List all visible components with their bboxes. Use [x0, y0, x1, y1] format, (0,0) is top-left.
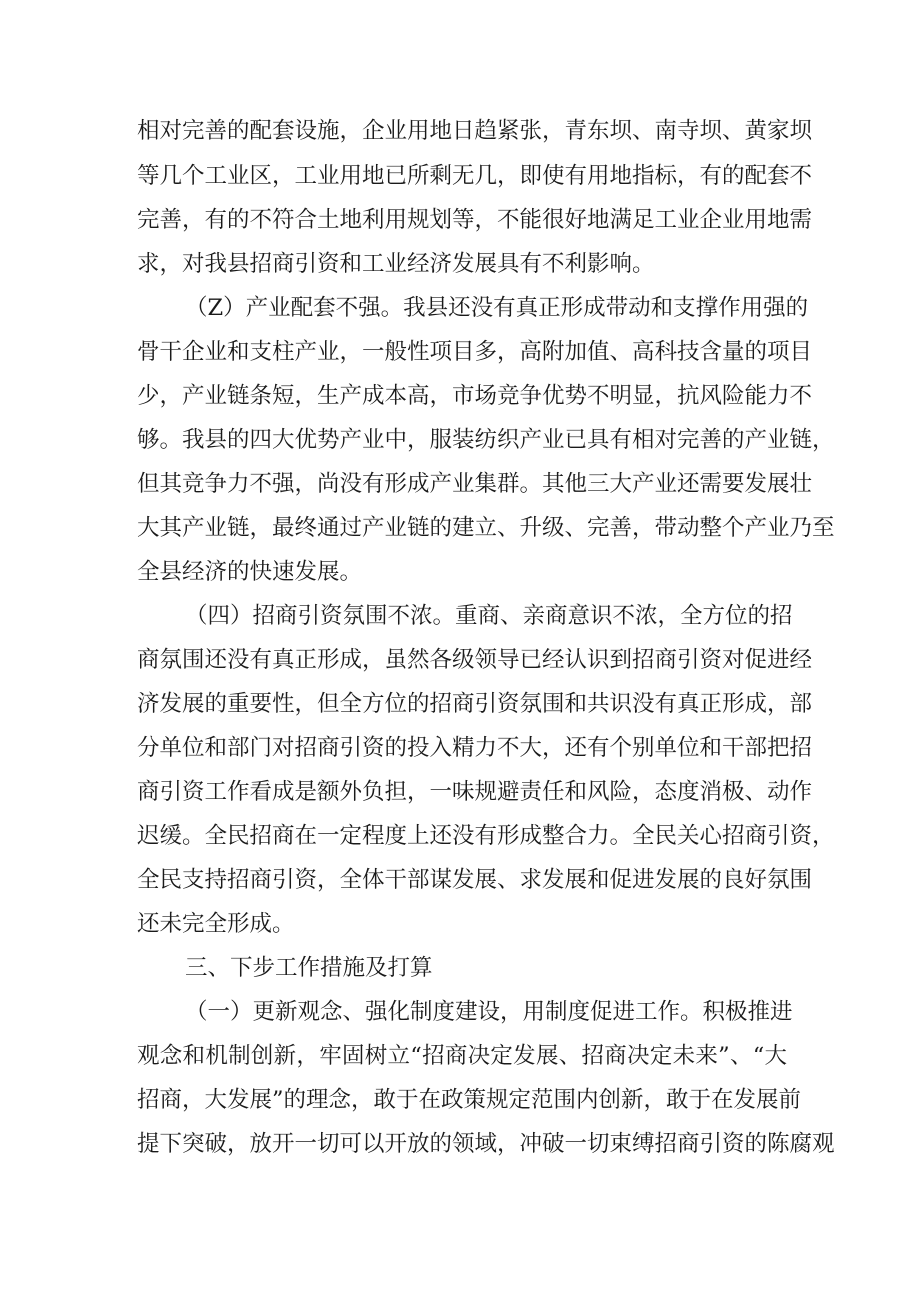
- text-line: 完善，有的不符合土地利用规划等，不能很好地满足工业企业用地需: [137, 207, 813, 233]
- text-line: 招商，大发展”的理念，敢于在政策规定范围内创新，敢于在发展前: [137, 1087, 802, 1113]
- text-line: 商引资工作看成是额外负担，一味规避责任和风险，态度消极、动作: [137, 779, 813, 805]
- section-heading-line: （一）更新观念、强化制度建设，用制度促进工作。积极推进: [185, 999, 793, 1025]
- text-line: 全县经济的快速发展。: [137, 559, 363, 585]
- text-line: 全民支持招商引资，全体干部谋发展、求发展和促进发展的良好氛围: [137, 867, 813, 893]
- section-heading-line: （四）招商引资氛围不浓。重商、亲商意识不浓，全方位的招: [185, 603, 793, 629]
- text-line: 但其竞争力不强，尚没有形成产业集群。其他三大产业还需要发展壮: [137, 471, 813, 497]
- text-line: 少，产业链条短，生产成本高，市场竞争优势不明显，抗风险能力不: [137, 383, 813, 409]
- text-line: 还未完全形成。: [137, 911, 295, 937]
- text-line: 迟缓。全民招商在一定程度上还没有形成整合力。全民关心招商引资，: [137, 823, 835, 849]
- text-line: 相对完善的配套设施，企业用地日趋紧张，青东坝、南寺坝、黄家坝: [137, 118, 813, 144]
- chapter-heading: 三、下步工作措施及打算: [185, 955, 433, 981]
- text-line: 等几个工业区，工业用地已所剩无几，即使有用地指标，有的配套不: [137, 163, 813, 189]
- text-line: 商氛围还没有真正形成，虽然各级领导已经认识到招商引资对促进经: [137, 647, 813, 673]
- text-line: 分单位和部门对招商引资的投入精力不大，还有个别单位和干部把招: [137, 735, 813, 761]
- text-line: 求，对我县招商引资和工业经济发展具有不利影响。: [137, 251, 655, 277]
- text-line: 观念和机制创新，牢固树立“招商决定发展、招商决定未来”、“大: [137, 1043, 787, 1069]
- text-line: 大其产业链，最终通过产业链的建立、升级、完善，带动整个产业乃至: [137, 515, 835, 541]
- text-line: 济发展的重要性，但全方位的招商引资氛围和共识没有真正形成，部: [137, 691, 813, 717]
- text-line: 够。我县的四大优势产业中，服装纺织产业已具有相对完善的产业链，: [137, 427, 835, 453]
- text-line: 骨干企业和支柱产业，一般性项目多，高附加值、高科技含量的项目: [137, 339, 813, 365]
- section-heading-line: （Z）产业配套不强。我县还没有真正形成带动和支撑作用强的: [185, 295, 809, 321]
- text-line: 提下突破，放开一切可以开放的领域，冲破一切束缚招商引资的陈腐观: [137, 1131, 835, 1157]
